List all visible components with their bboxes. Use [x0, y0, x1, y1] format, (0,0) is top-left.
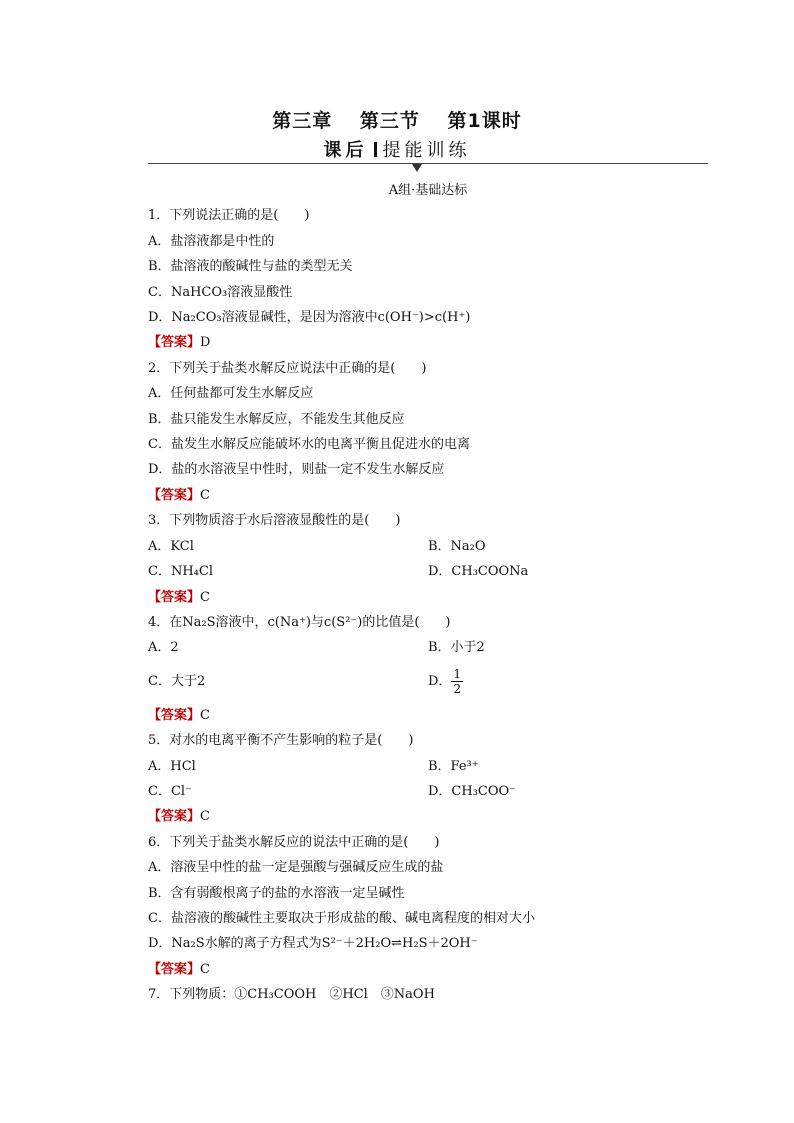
- answer-value: C: [200, 707, 210, 723]
- option: A．溶液呈中性的盐一定是强酸与强碱反应生成的盐: [148, 860, 444, 876]
- answer-line: [148, 585, 708, 610]
- question-stem: 6．下列关于盐类水解反应的说法中正确的是( ): [148, 834, 440, 850]
- option: D．CH₃COO⁻: [428, 783, 517, 799]
- option-letter: D．: [428, 674, 452, 690]
- option: A．任何盐都可发生水解反应: [148, 386, 314, 402]
- fraction: [451, 667, 463, 696]
- answer-label: 【答案】: [148, 961, 201, 977]
- answer-line: [148, 483, 708, 508]
- option-fraction: [428, 667, 708, 696]
- option: B．Na₂O: [428, 538, 486, 554]
- fraction-numerator: 1: [453, 667, 462, 682]
- question-4: [148, 610, 708, 728]
- option: C．盐发生水解反应能破坏水的电离平衡且促进水的电离: [148, 437, 470, 453]
- question-7: [148, 982, 708, 1007]
- question-stem: 4．在Na₂S溶液中，c(Na⁺)与c(S²⁻)的比值是( ): [148, 614, 451, 630]
- section-label: 第三节: [359, 110, 420, 132]
- answer-value: C: [200, 961, 210, 977]
- option-row: [148, 661, 708, 703]
- question-stem: 5．对水的电离平衡不产生影响的粒子是( ): [148, 733, 414, 749]
- option: B．盐溶液的酸碱性与盐的类型无关: [148, 259, 353, 275]
- answer-label: 【答案】: [148, 589, 201, 605]
- triangle-marker-icon: [412, 164, 422, 172]
- option: D．盐的水溶液呈中性时，则盐一定不发生水解反应: [148, 462, 445, 478]
- option-row: [148, 635, 708, 660]
- option: B．盐只能发生水解反应，不能发生其他反应: [148, 411, 405, 427]
- page-subtitle: [0, 136, 794, 162]
- option-row: [148, 754, 708, 779]
- group-title: A组·基础达标: [388, 183, 468, 198]
- question-stem: 2．下列关于盐类水解反应说法中正确的是( ): [148, 360, 427, 376]
- option-row: [148, 779, 708, 804]
- answer-value: C: [200, 487, 210, 503]
- question-5: [148, 728, 708, 830]
- question-stem: 1．下列说法正确的是( ): [148, 208, 310, 224]
- answer-value: D: [200, 335, 211, 351]
- option: D．Na₂S水解的离子方程式为S²⁻＋2H₂O⇌H₂S＋2OH⁻: [148, 936, 478, 952]
- answer-label: 【答案】: [148, 335, 201, 351]
- subtitle-divider: [374, 142, 377, 157]
- answer-line: [148, 703, 708, 728]
- subtitle-bold: 课后: [323, 140, 368, 161]
- answer-label: 【答案】: [148, 809, 201, 825]
- fraction-denominator: 2: [453, 682, 462, 697]
- option: B．含有弱酸根离子的盐的水溶液一定呈碱性: [148, 885, 405, 901]
- answer-line: [148, 330, 708, 355]
- answer-label: 【答案】: [148, 707, 201, 723]
- option: B．小于2: [428, 640, 485, 656]
- chapter-label: 第三章: [272, 110, 333, 132]
- option: C．NH₄Cl: [148, 564, 213, 580]
- option: D．Na₂CO₃溶液显碱性，是因为溶液中c(OH⁻)>c(H⁺): [148, 310, 471, 326]
- question-list: [148, 178, 708, 1008]
- option: B．Fe³⁺: [428, 758, 479, 774]
- option: A．盐溶液都是中性的: [148, 233, 275, 249]
- question-2: [148, 356, 708, 508]
- answer-value: C: [200, 589, 210, 605]
- answer-line: [148, 804, 708, 829]
- question-stem: 7．下列物质：①CH₃COOH ②HCl ③NaOH: [148, 987, 435, 1003]
- option: D．CH₃COONa: [428, 564, 529, 580]
- option: C．NaHCO₃溶液显酸性: [148, 284, 293, 300]
- option-row: [148, 559, 708, 584]
- answer-label: 【答案】: [148, 487, 201, 503]
- question-stem: 3．下列物质溶于水后溶液显酸性的是( ): [148, 513, 401, 529]
- option: A．KCl: [148, 538, 194, 554]
- option: A．2: [148, 640, 179, 656]
- page-title: [0, 106, 794, 133]
- header-rule: [148, 163, 708, 164]
- answer-value: C: [200, 809, 210, 825]
- option-row: [148, 534, 708, 559]
- answer-line: [148, 957, 708, 982]
- option: C．盐溶液的酸碱性主要取决于形成盐的酸、碱电离程度的相对大小: [148, 910, 535, 926]
- subtitle-light: 提能训练: [382, 140, 471, 161]
- option: C．大于2: [148, 674, 206, 690]
- option: C．Cl⁻: [148, 783, 192, 799]
- question-1: [148, 203, 708, 355]
- option: A．HCl: [148, 758, 196, 774]
- question-3: [148, 508, 708, 610]
- question-6: [148, 830, 708, 982]
- lesson-label: 第1课时: [447, 110, 522, 132]
